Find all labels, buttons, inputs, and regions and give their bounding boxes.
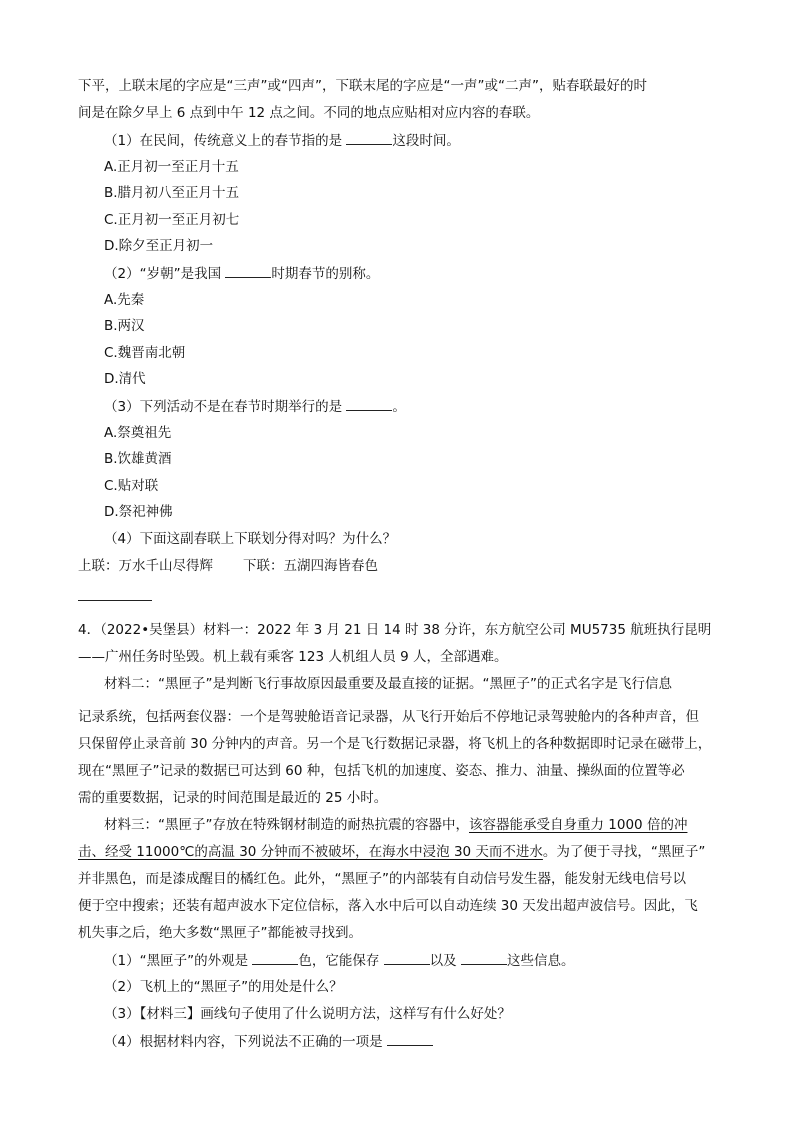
option-b: B.两汉 xyxy=(104,318,145,334)
answer-blank[interactable] xyxy=(387,1031,433,1046)
couplet-lower: 下联：五湖四海皆春色 xyxy=(243,558,378,574)
option-d: D.除夕至正月初一 xyxy=(104,238,214,254)
sub-question-4 xyxy=(104,1031,433,1052)
sub-question-1-text: 这些信息。 xyxy=(506,953,575,969)
answer-line xyxy=(78,586,152,607)
option-c: C.魏晋南北朝 xyxy=(104,345,186,361)
material-2-line: 记录系统，包括两套仪器：一个是驾驶舱语音记录器，从飞行开始后不停地记录驾驶舱内的各种声音，但 xyxy=(78,709,699,725)
question-2-stem-end: 时期春节的别称。 xyxy=(271,266,380,282)
sub-question-1-text: 以及 xyxy=(429,953,461,969)
option-b: B.腊月初八至正月十五 xyxy=(104,185,240,201)
question-4: （4）下面这副春联上下联划分得对吗？为什么？ xyxy=(104,531,397,547)
question-1-stem: （1）在民间，传统意义上的春节指的是 xyxy=(104,133,347,149)
sub-question-1-text: 色，它能保存 xyxy=(298,953,384,969)
option-a: A.先秦 xyxy=(104,292,145,308)
couplet xyxy=(78,556,378,576)
question-2-stem: （2）“岁朝”是我国 xyxy=(104,266,226,282)
sub-question-4-text: （4）根据材料内容，下列说法不正确的一项是 xyxy=(104,1034,387,1050)
question-3 xyxy=(104,396,406,417)
question-2 xyxy=(104,263,379,284)
question-1 xyxy=(104,130,460,151)
intro-line-1: 下平，上联末尾的字应是“三声”或“四声”，下联末尾的字应是“一声”或“二声”，贴春联最好的时 xyxy=(78,78,647,94)
underlined-sentence: 击、经受 11000℃的高温 30 分钟而不被破坏，在海水中浸泡 30 天而不进水 xyxy=(78,844,543,860)
intro-line-2: 间是在除夕早上 6 点到中午 12 点之间。不同的地点应贴相对应内容的春联。 xyxy=(78,105,540,121)
problem-4-header-2: ——广州任务时坠毁。机上载有乘客 123 人机组人员 9 人，全部遇难。 xyxy=(78,649,508,665)
sub-question-1 xyxy=(104,950,574,971)
option-d: D.清代 xyxy=(104,371,146,387)
option-c: C.贴对联 xyxy=(104,478,159,494)
answer-blank[interactable] xyxy=(346,130,392,145)
answer-blank[interactable] xyxy=(225,263,271,278)
option-c: C.正月初一至正月初七 xyxy=(104,212,240,228)
problem-4-header-1: 4．（2022•吴堡县）材料一：2022 年 3 月 21 日 14 时 38 分许，东方航空公司 MU5735 航班执行昆明 xyxy=(78,622,712,638)
option-b: B.饮雄黄酒 xyxy=(104,451,172,467)
material-3-line xyxy=(104,815,687,835)
material-3-line: 机失事之后，绝大多数“黑匣子”都能被寻找到。 xyxy=(78,925,362,941)
material-3-line: 并非黑色，而是漆成醒目的橘红色。此外，“黑匣子”的内部装有自动信号发生器，能发射无线电信号以 xyxy=(78,871,686,887)
material-3-text: 。为了便于寻找，“黑匣子” xyxy=(542,844,706,860)
material-3-line: 便于空中搜索；还装有超声波水下定位信标，落入水中后可以自动连续 30 天发出超声波信号。因此，飞 xyxy=(78,898,698,914)
sub-question-2: （2）飞机上的“黑匣子”的用处是什么？ xyxy=(104,979,343,995)
option-a: A.祭奠祖先 xyxy=(104,425,172,441)
material-3-text: 材料三：“黑匣子”存放在特殊钢材制造的耐热抗震的容器中， xyxy=(104,817,469,833)
option-a: A.正月初一至正月十五 xyxy=(104,159,239,175)
material-2-line: 现在“黑匣子”记录的数据已可达到 60 种，包括飞机的加速度、姿态、推力、油量、操纵面的位置等必 xyxy=(78,763,685,779)
material-2-line: 材料二：“黑匣子”是判断飞行事故原因最重要及最直接的证据。“黑匣子”的正式名字是飞行信息 xyxy=(104,676,672,692)
answer-blank[interactable] xyxy=(252,950,298,965)
question-1-stem-end: 这段时间。 xyxy=(392,133,460,149)
underlined-sentence: 该容器能承受自身重力 1000 倍的冲 xyxy=(469,817,688,833)
couplet-upper: 上联：万水千山尽得辉 xyxy=(78,558,213,574)
material-3-line xyxy=(78,842,705,862)
question-3-stem-end: 。 xyxy=(392,399,406,415)
question-3-stem: （3）下列活动不是在春节时期举行的是 xyxy=(104,399,347,415)
answer-blank[interactable] xyxy=(346,396,392,411)
answer-blank[interactable] xyxy=(384,950,430,965)
sub-question-1-text: （1）“黑匣子”的外观是 xyxy=(104,953,253,969)
answer-blank[interactable] xyxy=(78,586,152,601)
material-2-line: 需的重要数据，记录的时间范围是最近的 25 小时。 xyxy=(78,790,388,806)
material-2-line: 只保留停止录音前 30 分钟内的声音。另一个是飞行数据记录器，将飞机上的各种数据即时记录在磁带上， xyxy=(78,736,712,752)
option-d: D.祭祀神佛 xyxy=(104,504,173,520)
answer-blank[interactable] xyxy=(461,950,507,965)
sub-question-3: （3）【材料三】画线句子使用了什么说明方法，这样写有什么好处？ xyxy=(104,1006,511,1022)
